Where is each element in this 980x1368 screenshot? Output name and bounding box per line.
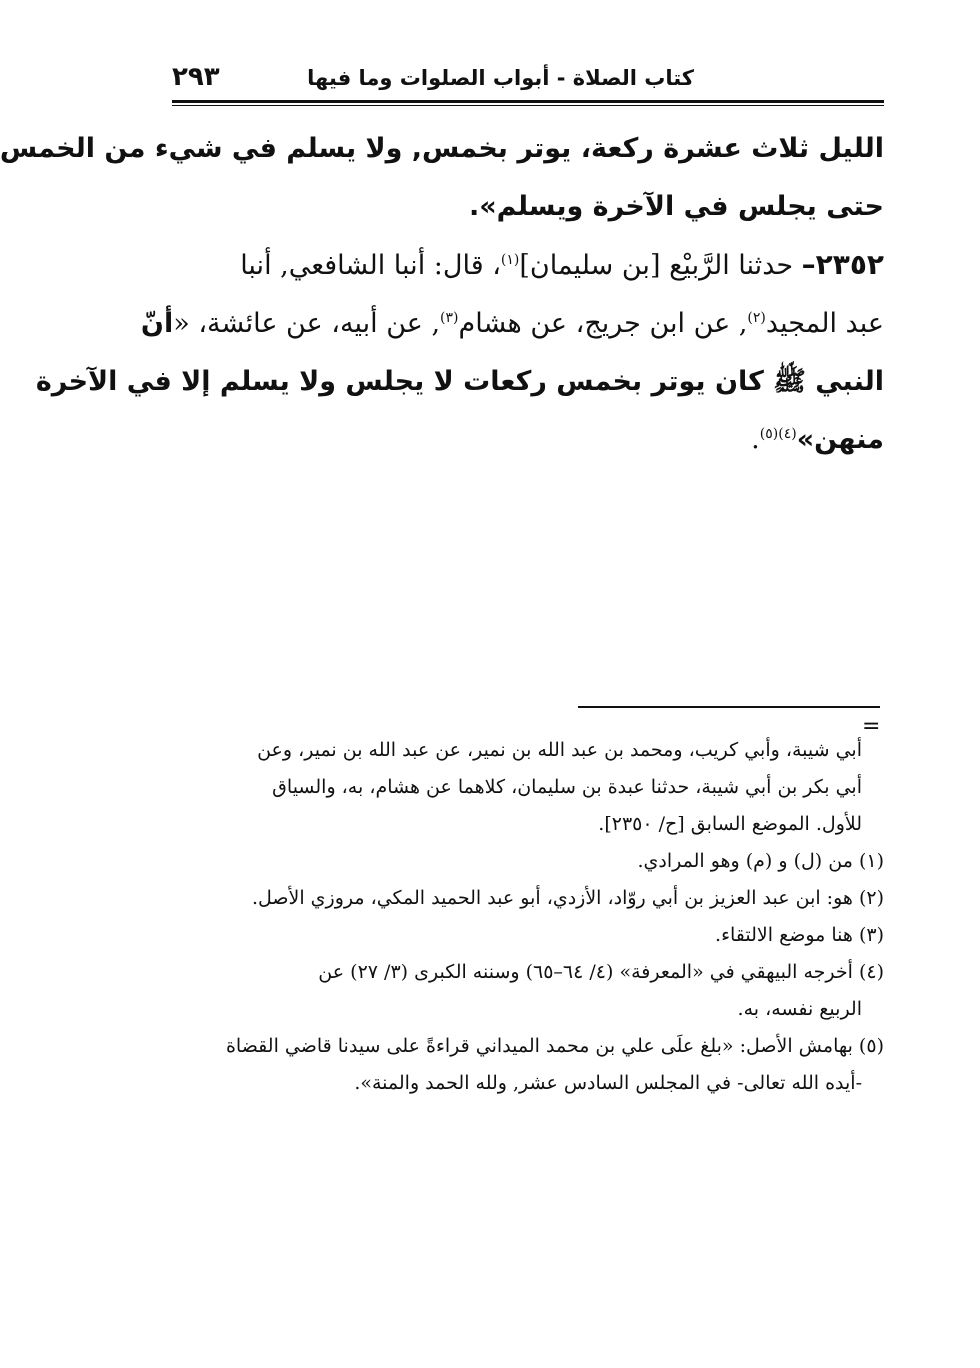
footnote-ref: (١) — [500, 252, 520, 268]
footnote-1: (١) من (ل) و (م) وهو المرادي. — [637, 850, 884, 872]
main-line-4: عبد المجيد$^{(٢)}$, عن ابن جريج، عن هشام$^{(٣)}$, عن أبيه، عن عائشة، «أنّ — [140, 308, 884, 339]
running-title: كتاب الصلاة - أبواب الصلوات وما فيها — [307, 66, 694, 90]
footnote-4: (٤) أخرجه البيهقي في «المعرفة» (٤/ ٦٤–٦٥) وسننه الكبرى (٣/ ٢٧) عن — [318, 961, 884, 983]
main-line-5: النبي ﷺ كان يوتر بخمس ركعات لا يجلس ولا يسلم إلا في الآخرة — [35, 366, 884, 397]
footnote-separator — [578, 706, 880, 708]
footnote-continuation-line: أبي شيبة، وأبي كريب، ومحمد بن عبد الله بن نمير، عن عبد الله بن نمير، وعن — [257, 739, 862, 761]
main-line-3: ٢٣٥٢– حدثنا الرَّبيْع [بن سليمان]$^{(١)}$، قال: أنبا الشافعي, أنبا — [240, 248, 884, 281]
footnote-ref: (٣) — [440, 310, 459, 326]
page-header — [172, 62, 884, 98]
footnote-5-cont: -أيده الله تعالى- في المجلس السادس عشر, ولله الحمد والمنة». — [354, 1072, 862, 1094]
footnote-4-cont: الربيع نفسه، به. — [737, 998, 862, 1020]
main-text — [0, 120, 884, 469]
footnotes — [172, 732, 884, 1102]
continuation-marker: = — [862, 714, 881, 739]
main-line-2: حتى يجلس في الآخرة ويسلم». — [468, 191, 884, 222]
hadith-number: ٢٣٥٢– — [801, 248, 884, 281]
main-line-1: الليل ثلاث عشرة ركعة، يوتر بخمس, ولا يسلم في شيء من الخمس — [0, 133, 884, 164]
page-number: ٢٩٣ — [172, 62, 220, 92]
footnote-2: (٢) هو: ابن عبد العزيز بن أبي روّاد، الأزدي، أبو عبد الحميد المكي، مروزي الأصل. — [251, 887, 884, 909]
footnote-ref: (٤)(٥) — [759, 426, 797, 442]
footnote-ref: (٢) — [747, 310, 766, 326]
footnote-continuation-line: أبي بكر بن أبي شيبة، حدثنا عبدة بن سليمان، كلاهما عن هشام، به، والسياق — [272, 776, 862, 798]
header-rule — [172, 100, 884, 106]
footnote-3: (٣) هنا موضع الالتقاء. — [715, 924, 884, 946]
footnote-continuation-line: للأول. الموضع السابق [ح/ ٢٣٥٠]. — [598, 813, 862, 835]
main-line-6: منهن»$^{(٤)(٥)}$. — [751, 424, 884, 455]
footnote-5: (٥) بهامش الأصل: «بلغ علَى علي بن محمد الميداني قراءةً على سيدنا قاضي القضاة — [225, 1035, 884, 1057]
